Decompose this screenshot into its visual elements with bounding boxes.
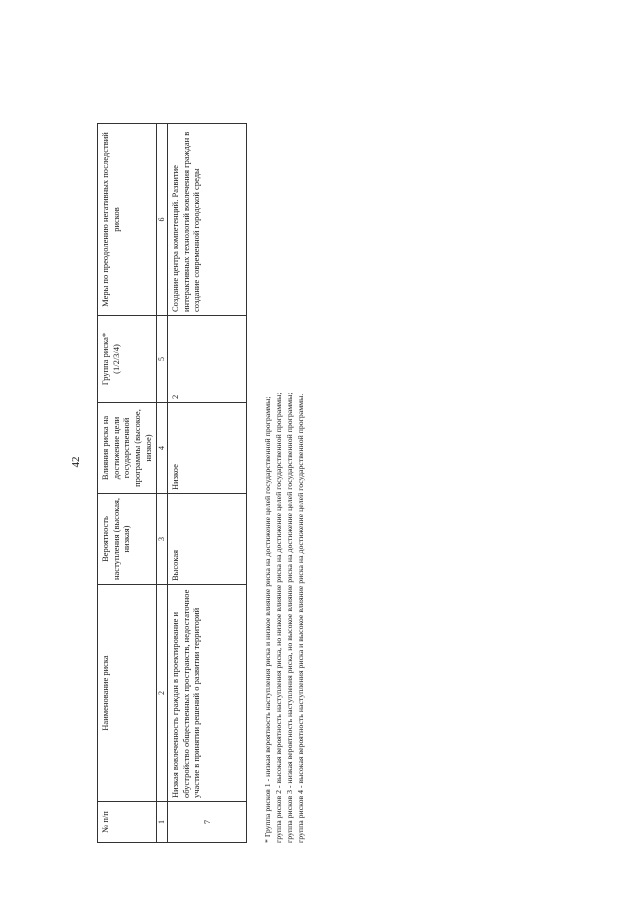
table-row	[168, 124, 247, 843]
column-number: 2	[157, 585, 168, 802]
measures-cell: Создание центра компетенций. Развитие интерактивных технологий вовлечения граждан в создание современной городской среды	[168, 124, 247, 316]
header-measures: Меры по преодолению негативных последствий рисков	[98, 124, 157, 316]
risk-name-cell: Низкая вовлеченность граждан в проектирование и обустройство общественных пространств, недостаточное участие в принятии решений о развитии территорий	[168, 585, 247, 802]
risk-table	[97, 123, 247, 843]
footnote-line: группа рисков 2 - высокая вероятность наступления риска, но низкое влияние риска на достижение целей государственной программы;	[274, 392, 283, 843]
header-risk-group: Группа риска* (1/2/3/4)	[98, 316, 157, 403]
header-probability: Вероятность наступления (высокая, низкая)	[98, 494, 157, 585]
risk-table-container	[97, 123, 247, 843]
footnote	[262, 223, 306, 843]
footnote-line: группа рисков 3 - низкая вероятность наступления риска, но высокое влияние риска на достижение целей государственной программы;	[285, 392, 294, 843]
header-number: № п/п	[98, 802, 157, 843]
probability-cell: Высокая	[168, 494, 247, 585]
risk-group-cell: 2	[168, 316, 247, 403]
page-number: 42	[70, 456, 82, 468]
column-number-row	[157, 124, 168, 843]
table-header-row	[98, 124, 157, 843]
row-number: 7	[168, 802, 247, 843]
column-number: 4	[157, 403, 168, 494]
footnote-line: * Группа рисков 1 - низкая вероятность наступления риска и низкое влияние риска на достижение целей государственной программы;	[263, 396, 272, 843]
header-impact: Влияния риска на достижение цели государственной программы (высокое, низкое)	[98, 403, 157, 494]
header-risk-name: Наименование риска	[98, 585, 157, 802]
footnote-line: группа рисков 4 - высокая вероятность наступления риска и высокое влияние риска на достижение целей государственной программы.	[296, 393, 305, 843]
column-number: 5	[157, 316, 168, 403]
column-number: 6	[157, 124, 168, 316]
column-number: 3	[157, 494, 168, 585]
column-number: 1	[157, 802, 168, 843]
impact-cell: Низкое	[168, 403, 247, 494]
